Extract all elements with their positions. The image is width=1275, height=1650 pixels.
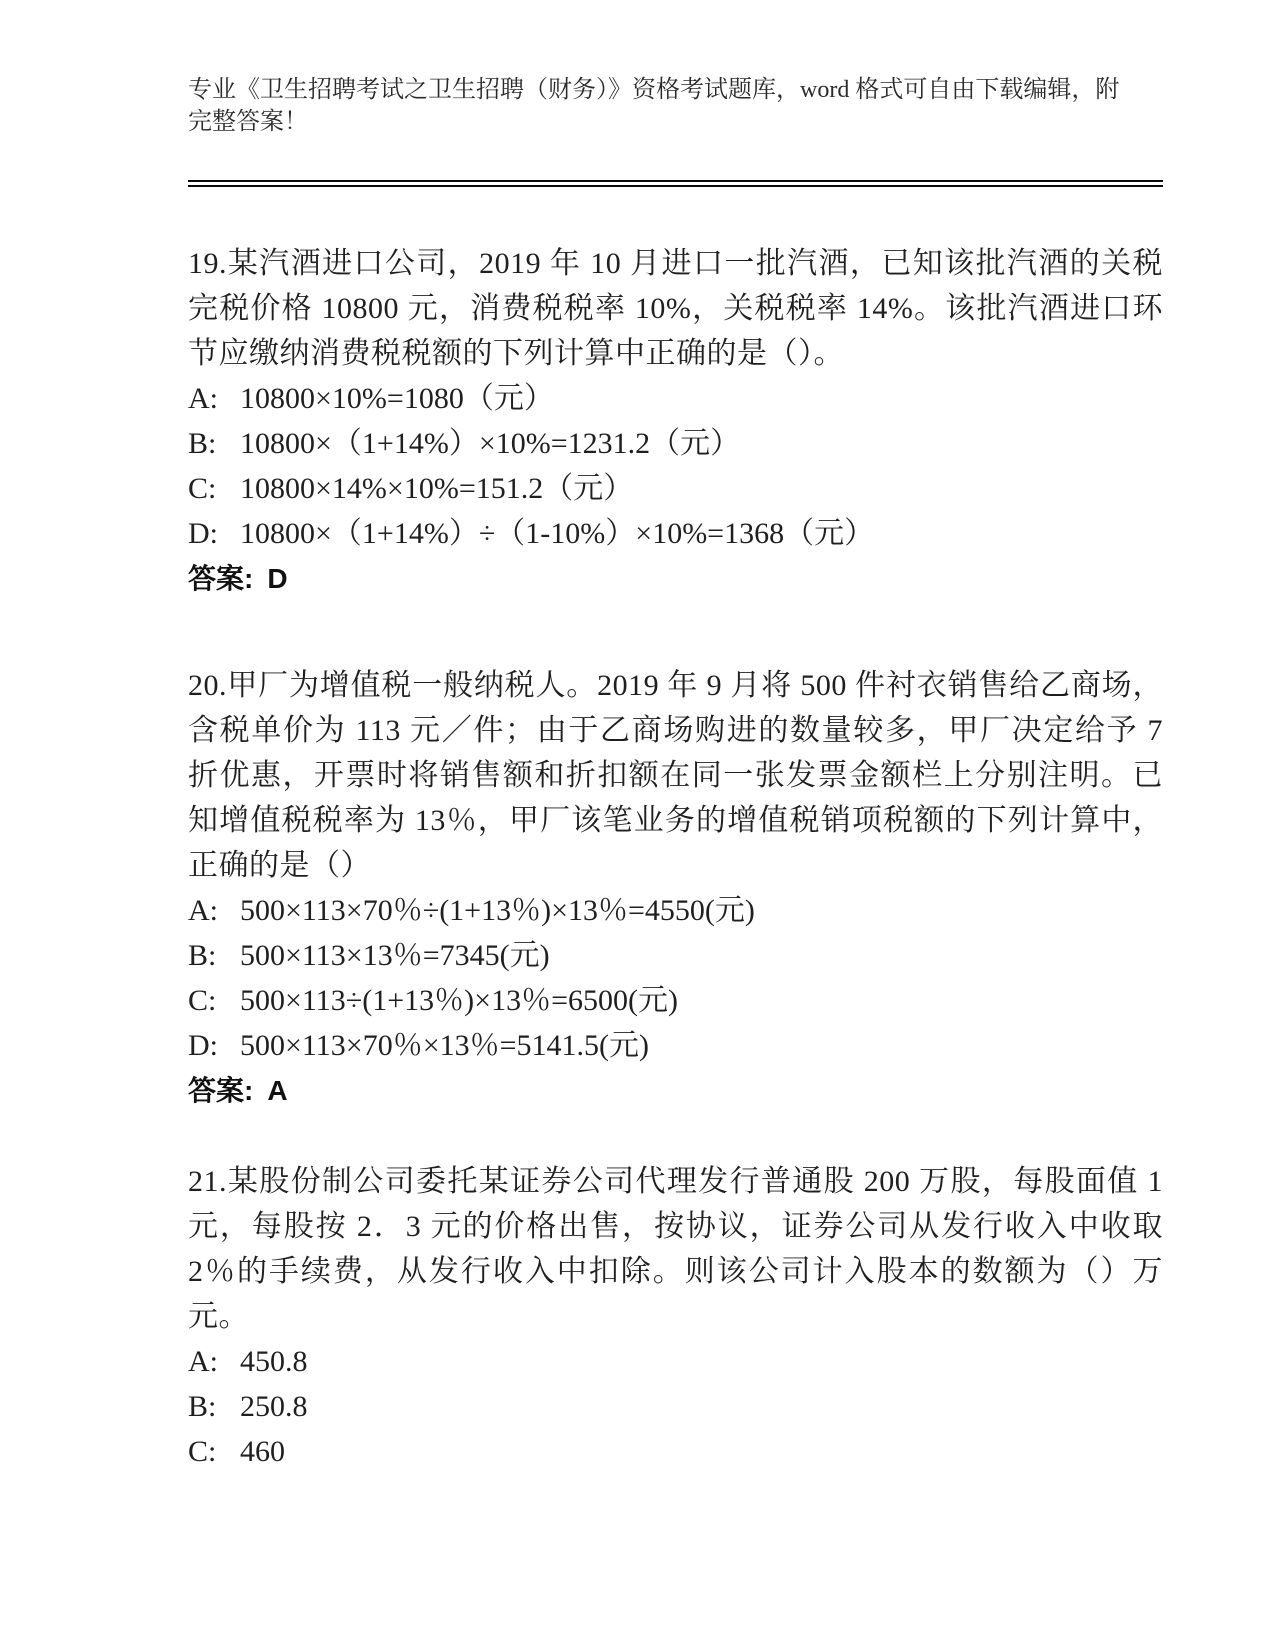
question-20-stem: 20.甲厂为增值税一般纳税人。2019 年 9 月将 500 件衬衣销售给乙商场，含税单价为 113 元／件；由于乙商场购进的数量较多，甲厂决定给予 7 折优惠，开票时将销售额和折扣额在同一张发票金额栏上分别注明。已知增值税税率为 13％，甲厂该笔业务的增值税销项税额的下列计算中，正确的是（） xyxy=(188,669,1163,882)
question-19-option-d xyxy=(188,511,1163,556)
question-20-option-c xyxy=(188,978,1163,1023)
option-text: 500×113×70％×13％=5141.5(元) xyxy=(240,1029,650,1062)
question-21-block xyxy=(188,1159,1163,1474)
question-19-stem: 19.某汽酒进口公司，2019 年 10 月进口一批汽酒，已知该批汽酒的关税完税价格 10800 元，消费税税率 10%，关税税率 14%。该批汽酒进口环节应缴纳消费税税额的下列计算中正确的是（）。 xyxy=(188,247,1163,370)
question-19-option-a xyxy=(188,376,1163,421)
option-label: B: xyxy=(188,1390,217,1423)
answer-value: A xyxy=(267,1075,288,1106)
question-20-option-b xyxy=(188,933,1163,978)
option-label: A: xyxy=(188,894,218,927)
answer-label: 答案: xyxy=(188,563,254,594)
option-text: 500×113÷(1+13％)×13％=6500(元) xyxy=(240,984,678,1017)
question-20-option-d xyxy=(188,1023,1163,1068)
option-label: A: xyxy=(188,382,218,415)
question-21-stem: 21.某股份制公司委托某证券公司代理发行普通股 200 万股，每股面值 1 元，每股按 2．3 元的价格出售，按协议，证券公司从发行收入中收取 2％的手续费，从发行收入中扣除。则该公司计入股本的数额为（）万元。 xyxy=(188,1165,1163,1333)
option-label: C: xyxy=(188,1435,217,1468)
question-19-option-b xyxy=(188,421,1163,466)
question-20-answer-row xyxy=(188,1068,1163,1113)
question-21-option-a xyxy=(188,1339,1163,1384)
header-note: 专业《卫生招聘考试之卫生招聘（财务）》资格考试题库，word 格式可自由下载编辑，附完整答案！ xyxy=(188,77,1120,135)
option-text: 250.8 xyxy=(240,1390,308,1423)
header-divider xyxy=(188,180,1163,187)
option-label: B: xyxy=(188,427,217,460)
option-label: B: xyxy=(188,939,217,972)
question-20-block xyxy=(188,663,1163,1113)
option-label: D: xyxy=(188,1029,218,1062)
option-text: 10800×14%×10%=151.2（元） xyxy=(240,472,634,505)
option-text: 500×113×70％÷(1+13％)×13％=4550(元) xyxy=(240,894,755,927)
option-label: C: xyxy=(188,472,217,505)
option-label: D: xyxy=(188,517,218,550)
answer-label: 答案: xyxy=(188,1075,254,1106)
option-text: 460 xyxy=(240,1435,285,1468)
question-19-block xyxy=(188,241,1163,601)
question-21-option-b xyxy=(188,1384,1163,1429)
option-text: 10800×（1+14%）×10%=1231.2（元） xyxy=(240,427,741,460)
question-19-answer-row xyxy=(188,556,1163,601)
question-21-option-c xyxy=(188,1429,1163,1474)
question-19-option-c xyxy=(188,466,1163,511)
option-text: 450.8 xyxy=(240,1345,308,1378)
option-text: 10800×（1+14%）÷（1-10%）×10%=1368（元） xyxy=(240,517,875,550)
answer-value: D xyxy=(267,563,288,594)
option-label: C: xyxy=(188,984,217,1017)
option-text: 10800×10%=1080（元） xyxy=(240,382,554,415)
question-20-option-a xyxy=(188,888,1163,933)
option-label: A: xyxy=(188,1345,218,1378)
option-text: 500×113×13％=7345(元) xyxy=(240,939,550,972)
